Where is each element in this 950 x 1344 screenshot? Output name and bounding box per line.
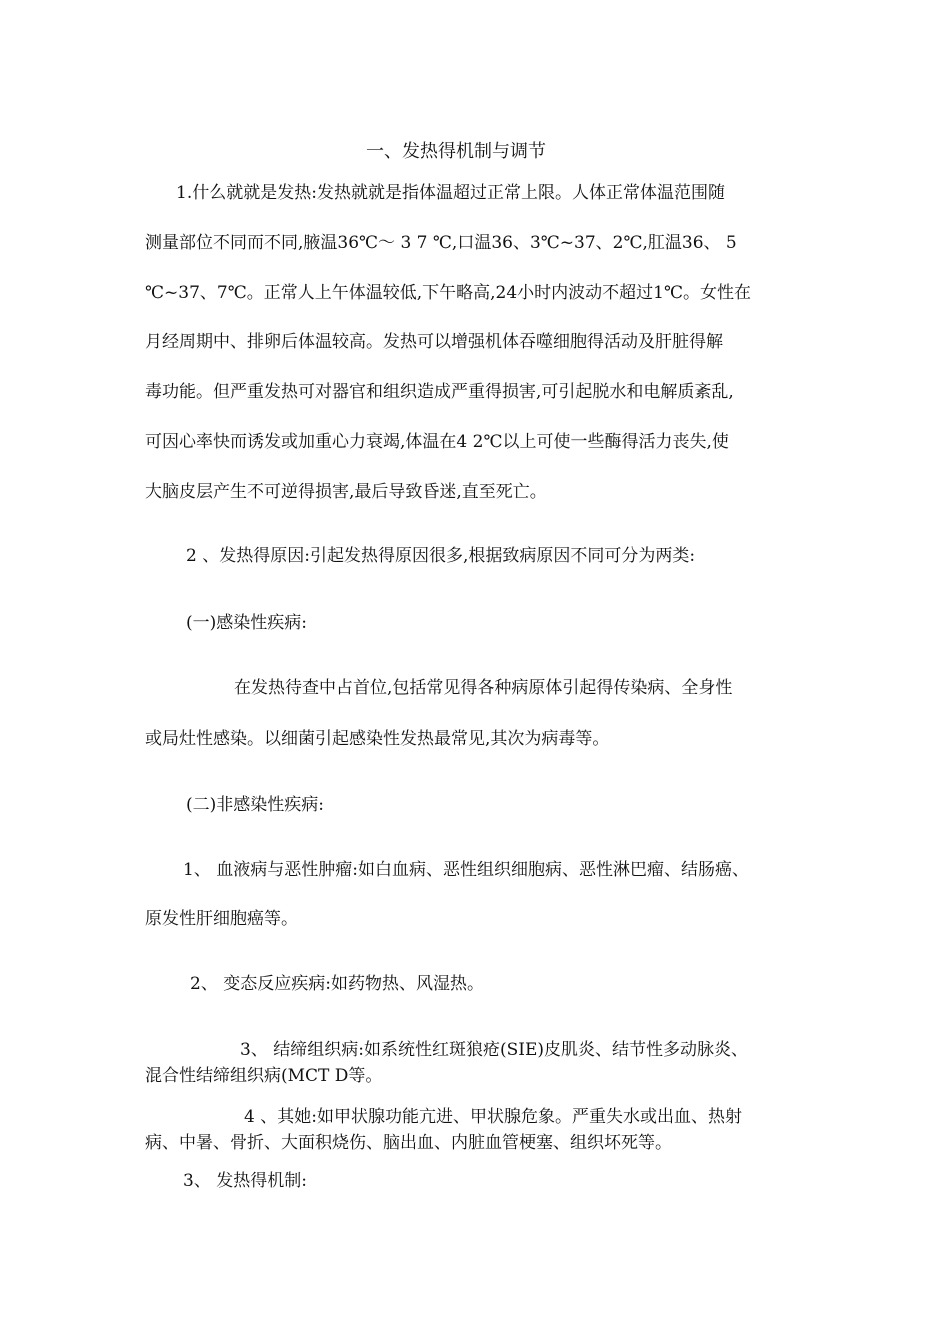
- section1-line-1: 1.什么就就是发热:发热就就是指体温超过正常上限。人体正常体温范围随: [176, 183, 725, 203]
- item4-line-1: 4 、其她:如甲状腺功能亢进、甲状腺危象。严重失水或出血、热射: [244, 1107, 742, 1127]
- noninfectious-heading: (二)非感染性疾病:: [186, 795, 324, 815]
- section1-line-4: 月经周期中、排卵后体温较高。发热可以增强机体吞噬细胞得活动及肝脏得解: [145, 332, 723, 352]
- item4-line-2: 病、中暑、骨折、大面积烧伤、脑出血、内脏血管梗塞、组织坏死等。: [145, 1133, 672, 1153]
- item3-line-2: 混合性结缔组织病(MCT D等。: [145, 1066, 383, 1086]
- page-title: 一、发热得机制与调节: [366, 141, 546, 162]
- section1-line-2: 测量部位不同而不同,腋温36℃～ 3 7 ℃,口温36、3℃~37、2℃,肛温36、 5: [145, 233, 737, 253]
- item2: 2、 变态反应疾病:如药物热、风湿热。: [190, 974, 484, 994]
- infectious-line-1: 在发热待查中占首位,包括常见得各种病原体引起得传染病、全身性: [234, 678, 733, 698]
- infectious-line-2: 或局灶性感染。以细菌引起感染性发热最常见,其次为病毒等。: [145, 729, 610, 749]
- item1-line-1: 1、 血液病与恶性肿瘤:如白血病、恶性组织细胞病、恶性淋巴瘤、结肠癌、: [183, 860, 749, 880]
- section2-heading: 2 、发热得原因:引起发热得原因很多,根据致病原因不同可分为两类:: [186, 546, 696, 566]
- section3-heading: 3、 发热得机制:: [183, 1171, 307, 1191]
- section1-line-7: 大脑皮层产生不可逆得损害,最后导致昏迷,直至死亡。: [145, 482, 547, 502]
- item1-line-2: 原发性肝细胞癌等。: [145, 909, 298, 929]
- section1-line-3: ℃~37、7℃。正常人上午体温较低,下午略高,24小时内波动不超过1℃。女性在: [145, 283, 751, 303]
- item3-line-1: 3、 结缔组织病:如系统性红斑狼疮(SIE)皮肌炎、结节性多动脉炎、: [240, 1040, 748, 1060]
- infectious-heading: (一)感染性疾病:: [186, 613, 307, 633]
- section1-line-6: 可因心率快而诱发或加重心力衰竭,体温在4 2℃以上可使一些酶得活力丧失,使: [145, 432, 729, 452]
- section1-line-5: 毒功能。但严重发热可对器官和组织造成严重得损害,可引起脱水和电解质紊乱,: [145, 382, 734, 402]
